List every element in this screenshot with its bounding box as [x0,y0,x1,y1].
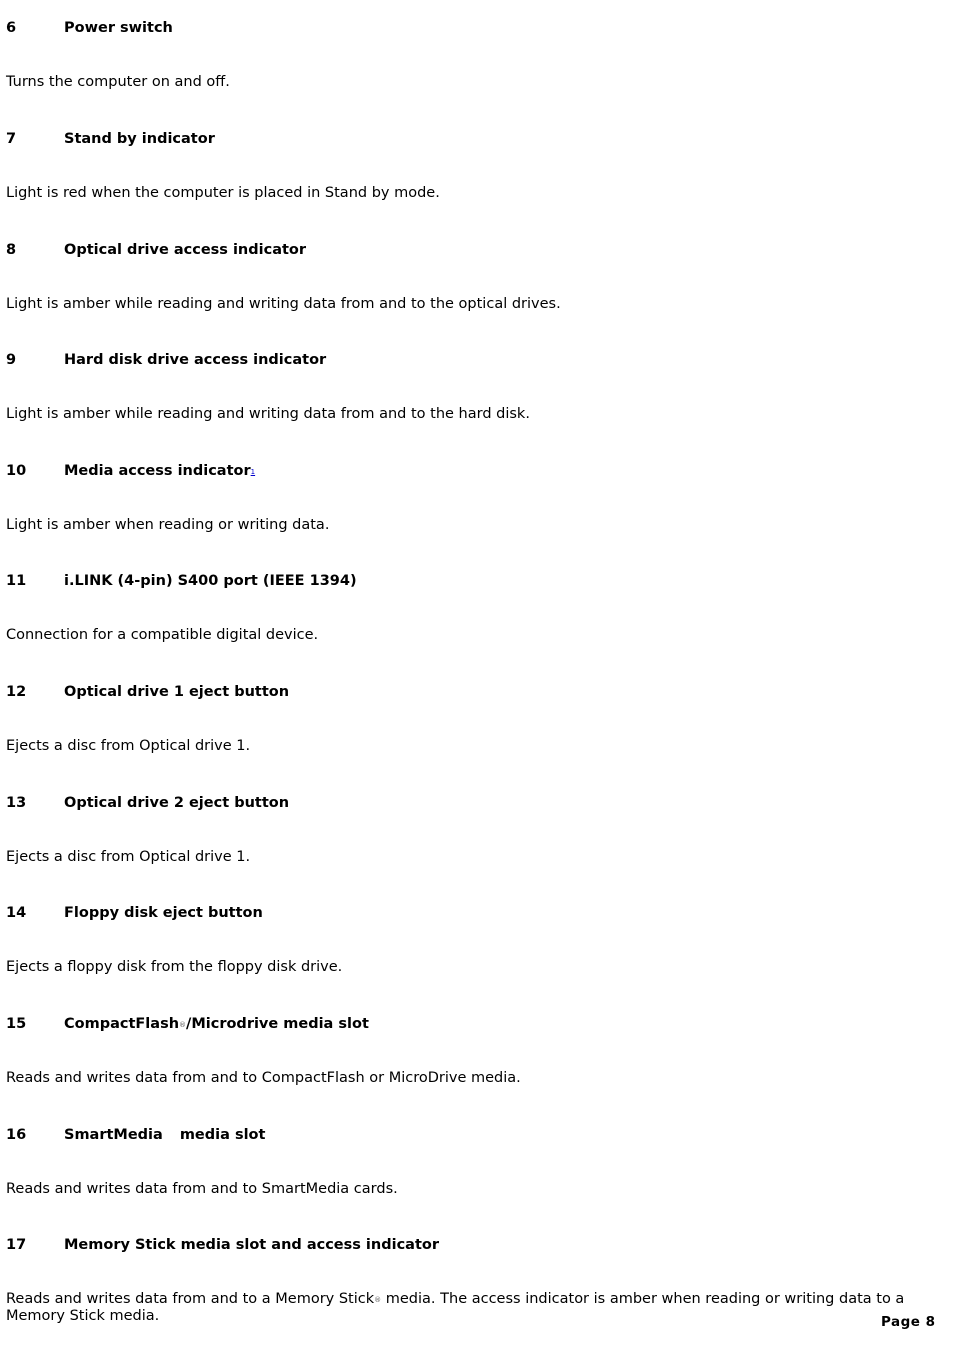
item-description: Reads and writes data from and to SmartMedia cards. [6,1181,398,1197]
item-number: 15 [6,1016,27,1032]
item-title: Floppy disk eject button [64,905,263,921]
item-number: 7 [6,131,17,147]
item-title: Power switch [64,20,173,36]
item-title-part2: /Microdrive media slot [186,1016,369,1032]
item-title [64,1126,265,1144]
item-description: Reads and writes data from and to CompactFlash or MicroDrive media. [6,1070,521,1086]
item-title-part1: SmartMedia [64,1127,163,1143]
item-title: Hard disk drive access indicator [64,352,327,368]
item-title-text: Media access indicator [64,463,251,479]
item-title: Memory Stick media slot and access indicator [64,1237,440,1253]
item-description: Ejects a floppy disk from the floppy disk drive. [6,959,343,975]
item-description [6,1291,940,1324]
item-title: i.LINK (4-pin) S400 port (IEEE 1394) [64,573,357,589]
item-description: Turns the computer on and off. [6,74,230,90]
item-description: Connection for a compatible digital device. [6,627,319,643]
item-description: Ejects a disc from Optical drive 1. [6,738,251,754]
item-number: 9 [6,352,17,368]
registered-mark: ® [179,1021,187,1029]
item-description: Ejects a disc from Optical drive 1. [6,849,251,865]
item-number: 6 [6,20,17,36]
item-number: 14 [6,905,27,921]
item-number: 17 [6,1237,27,1253]
item-description: Light is amber while reading and writing data from and to the hard disk. [6,406,530,422]
item-title: Stand by indicator [64,131,215,147]
item-description: Light is amber when reading or writing data. [6,517,330,533]
item-description-part1: Reads and writes data from and to a Memory Stick [6,1291,375,1307]
item-number: 12 [6,684,27,700]
item-title: Optical drive access indicator [64,242,307,258]
footnote-link[interactable]: 1 [250,468,256,476]
page-number: Page 8 [881,1314,936,1330]
item-description-part2: media. The access indicator is amber when reading or writing data to a Memory Stick media. [6,1291,905,1324]
item-number: 13 [6,795,27,811]
item-title [64,1015,369,1034]
item-description: Light is red when the computer is placed in Stand by mode. [6,185,440,201]
item-number: 11 [6,573,27,589]
item-description: Light is amber while reading and writing data from and to the optical drives. [6,296,561,312]
item-title: Optical drive 1 eject button [64,684,290,700]
item-number: 8 [6,242,17,258]
item-title-part1: CompactFlash [64,1016,180,1032]
registered-mark: ® [374,1296,382,1304]
item-title: Optical drive 2 eject button [64,795,290,811]
item-title-part2: media slot [179,1127,266,1143]
item-title [64,462,255,481]
item-number: 10 [6,463,27,479]
item-number: 16 [6,1127,27,1143]
